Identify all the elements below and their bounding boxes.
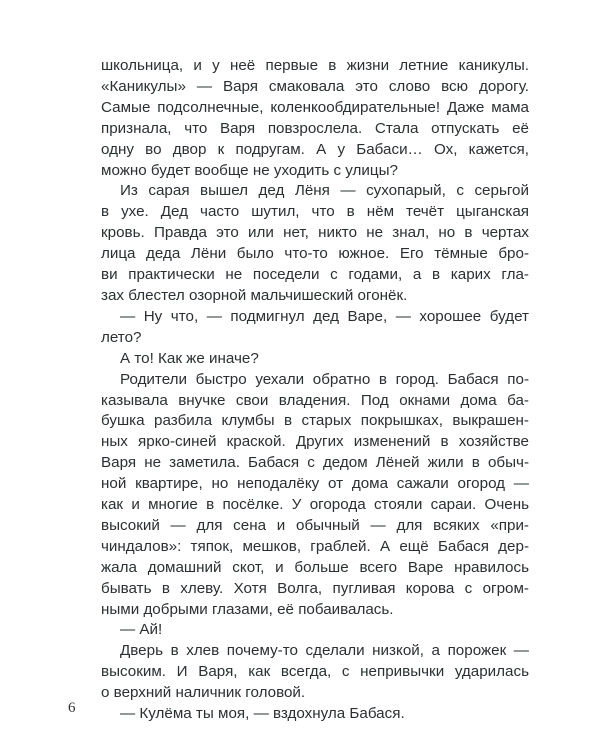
text-line: кровь. Правда это или нет, никто не знал, но в чертах <box>101 224 529 242</box>
text-line: Варя не заметила. Бабася с дедом Лёней жили в обыч- <box>101 454 529 472</box>
text-line: зах блестел озорной мальчишеский огонёк. <box>101 286 408 304</box>
text-line: признала, что Варя повзрослела. Стала отпускать её <box>101 119 529 137</box>
text-line: бушка разбила клумбы в старых покрышках, выкрашен- <box>101 412 529 430</box>
text-line: о верхний наличник головой. <box>101 684 306 702</box>
text-line: ной квартире, но неподалёку от дома сажали огород — <box>101 475 529 493</box>
text-line: «Каникулы» — Варя смаковала это слово всю дорогу. <box>101 77 529 95</box>
text-line: одну во двор к подругам. А у Бабаси… Ох, кажется, <box>101 140 529 158</box>
text-line: ных ярко-синей краской. Других изменений в хозяйстве <box>101 433 529 451</box>
text-line: казывала внучке свои владения. Под окнами дома ба- <box>101 391 529 409</box>
text-line: высоким. И Варя, как всегда, с непривычки ударилась <box>101 663 529 681</box>
text-line: Дверь в хлев почему-то сделали низкой, а порожек — <box>120 642 529 660</box>
text-line: — Кулёма ты моя, — вздохнула Бабася. <box>120 705 405 723</box>
text-line: высокий — для сена и обычный — для всяких «при- <box>101 516 529 534</box>
text-line: чиндалов»: тяпок, мешков, граблей. А ещё Бабася дер- <box>101 537 529 555</box>
text-line: можно будет вообще не уходить с улицы? <box>101 161 398 179</box>
text-line: Из сарая вышел дед Лёня — сухопарый, с серьгой <box>120 182 529 200</box>
text-line: А то! Как же иначе? <box>120 349 259 367</box>
text-line: — Ну что, — подмигнул дед Варе, — хорошее будет <box>120 307 529 325</box>
text-line: как и многие в посёлке. У огорода стояли сараи. Очень <box>101 496 529 514</box>
page-number: 6 <box>68 700 76 716</box>
body-text <box>101 56 529 725</box>
text-line: Родители быстро уехали обратно в город. Бабася по- <box>120 370 529 388</box>
text-line: лица деда Лёни было что-то южное. Его тёмные бро- <box>101 245 529 263</box>
text-line: Самые подсолнечные, коленкообдирательные! Даже мама <box>101 98 529 116</box>
text-line: ви практически не поседели с годами, а в карих гла- <box>101 266 529 284</box>
text-line: лето? <box>101 328 142 346</box>
text-line: ными добрыми глазами, её побаивалась. <box>101 600 394 618</box>
text-line: жала домашний скот, и больше всего Варе нравилось <box>101 558 529 576</box>
text-line: — Ай! <box>120 621 163 639</box>
text-line: школьница, и у неё первые в жизни летние каникулы. <box>101 57 529 74</box>
text-line: в ухе. Дед часто шутил, что в нём течёт цыганская <box>101 203 529 221</box>
text-line: бывать в хлеву. Хотя Волга, пугливая корова с огром- <box>101 579 529 597</box>
